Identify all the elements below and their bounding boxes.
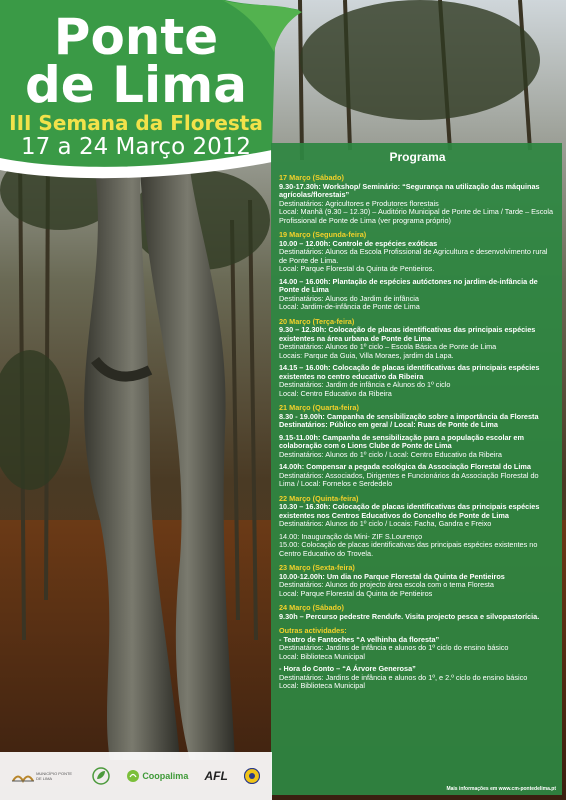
event-title: 14.15 – 16.00h: Colocação de placas identificativas das principais espécies existentes no centro educativo da Ribeira [279,363,540,381]
program-title: Programa [389,150,446,164]
event-line: 15.00: Colocação de placas identificativas das principais espécies existentes no Centro Educativo do Trovela. [279,540,538,558]
event-title: 10.00-12.00h: Um dia no Parque Florestal da Quinta de Pentieiros [279,571,505,581]
event-title: 14.00 – 16.00h: Plantação de espécies autóctones no jardim-de-infância de Ponte de Lima [279,276,538,294]
day-19 [279,231,556,312]
day-22 [279,495,556,559]
event-title: 9.30 – 12.30h: Colocação de placas identificativas das principais espécies existentes na área urbana de Ponte de Lima [279,325,536,343]
leaf-logo [92,767,110,785]
event-line: Destinatários: Jardins de infância e alunos do 1º, e 2.º ciclo do ensino básico [279,672,528,682]
event-line: Destinatários: Jardim de infância e Alunos do 1º ciclo [279,380,451,389]
event-line: Destinatários: Alunos do 1º ciclo – Escola Básica de Ponte de Lima [279,342,497,351]
event [279,326,556,360]
event-line: Destinatários: Agricultores e Produtores florestais [279,198,439,208]
event-title: 9.15-11.00h: Campanha de sensibilização para a população escolar em colaboração com o Lions Clube de Ponte de Lima [279,432,524,450]
event-line: Destinatários: Alunos da Escola Profissional de Agricultura e desenvolvimento rural de Ponte de Lima. [279,247,548,265]
day-title: 19 Março (Segunda-feira) [279,230,367,239]
municipio-logo [12,769,76,783]
event-title: 9.30-17.30h: Workshop/ Seminário: “Segurança na utilização das máquinas agrícolas/florestais” [279,181,540,199]
event [279,636,556,662]
event-title: 10.00 – 12.00h: Controle de espécies exóticas [279,238,438,248]
leaf-circle-icon [92,767,110,785]
coopalima-icon [126,769,140,783]
day-title: Outras actividades: [279,626,347,635]
day-title: 23 Março (Sexta-feira) [279,563,355,572]
day-20 [279,318,556,399]
event-title: 14.00: Inauguração da Mini- ZIF S.Lourenço [279,531,423,541]
event [279,240,556,274]
event-line: Destinatários: Jardins de infância e alunos do 1º ciclo do ensino básico [279,643,509,652]
afl-text: AFL [204,769,228,783]
event [279,613,556,622]
day-21 [279,404,556,489]
day-title: 17 Março (Sábado) [279,173,344,182]
event-line: Destinatários: Alunos do 1º ciclo / Local: Centro Educativo da Ribeira [279,449,502,459]
event-subtitle: III Semana da Floresta [9,111,263,135]
lions-emblem-icon [244,768,260,784]
event-line: Local: Centro Educativo da Ribeira [279,388,392,398]
event [279,503,556,529]
title-line2: de Lima [25,56,247,114]
event-line: Locais: Parque da Guia, Villa Moraes, jardim da Lapa. [279,350,454,360]
other-activities [279,627,556,691]
event [279,434,556,460]
event [279,183,556,226]
sponsor-logos [0,752,272,800]
day-title: 21 Março (Quarta-feira) [279,403,359,412]
municipio-logo-text: MUNICÍPIO PONTE DE LIMA [36,771,73,781]
event [279,463,556,489]
day-23 [279,564,556,598]
event-title: 8.30 - 19.00h: Campanha de sensibilização sobre a importância da Floresta [279,411,539,421]
event-line: Local: Jardim-de-infância de Ponte de Lima [279,302,420,311]
event-line: Destinatários: Alunos do 1º ciclo / Locais: Facha, Gandra e Freixo [279,519,492,528]
day-title: 20 Março (Terça-feira) [279,316,355,326]
bridge-icon [12,769,34,783]
event-title: 14.00h: Compensar a pegada ecológica da Associação Florestal do Lima [279,462,531,471]
event-line: Local: Parque Florestal da Quinta de Pentieiros. [279,264,435,273]
event [279,665,556,691]
afl-logo [204,769,227,783]
event-line: Destinatários: Público em geral / Local: Ruas de Ponte de Lima [279,420,498,429]
more-info-link[interactable]: Mais informações em www.cm-pontedelima.pt [446,786,556,792]
day-title: 24 Março (Sábado) [279,603,344,612]
coopalima-logo [126,769,188,783]
event-title: - Hora do Conto – “A Árvore Generosa” [279,664,416,673]
coopalima-text: Coopalima [142,771,189,781]
title-line1: Ponte [53,8,219,66]
event [279,364,556,398]
event [279,278,556,312]
event [279,413,556,430]
program-panel [271,143,562,795]
event [279,533,556,559]
event-line: Local: Manhã (9.30 – 12.30) – Auditório Municipal de Ponte de Lima / Tarde – Escola Profissional de Ponte de Lima (ver programa próprio) [279,207,554,225]
event-line: Destinatários: Associados, Dirigentes e Funcionários da Associação Florestal do Lima / Local: Fornelos e Serdedelo [279,470,539,488]
lions-logo [244,768,260,784]
event-title: 9.30h – Percurso pedestre Rendufe. Visita projecto pesca e silvopastorícia. [279,611,540,621]
event-title: 10.30 – 16.30h: Colocação de placas identificativas das principais espécies existentes nos Centros Educativos do Concelho de Ponte de Lima [279,502,540,520]
event-line: Local: Parque Florestal da Quinta de Pentieiros [279,588,433,598]
event-line: Local: Biblioteca Municipal [279,681,365,690]
event-title: - Teatro de Fantoches “A velhinha da floresta” [279,634,440,644]
event-dates: 17 a 24 Março 2012 [20,134,251,160]
event-line: Local: Biblioteca Municipal [279,651,365,661]
event-line: Destinatários: Alunos do Jardim de infância [279,293,419,303]
day-title: 22 Março (Quinta-feira) [279,493,359,503]
day-17 [279,174,556,225]
event-line: Destinatários: Alunos do projecto área escola com o tema Floresta [279,580,494,589]
event [279,573,556,599]
day-24 [279,604,556,621]
